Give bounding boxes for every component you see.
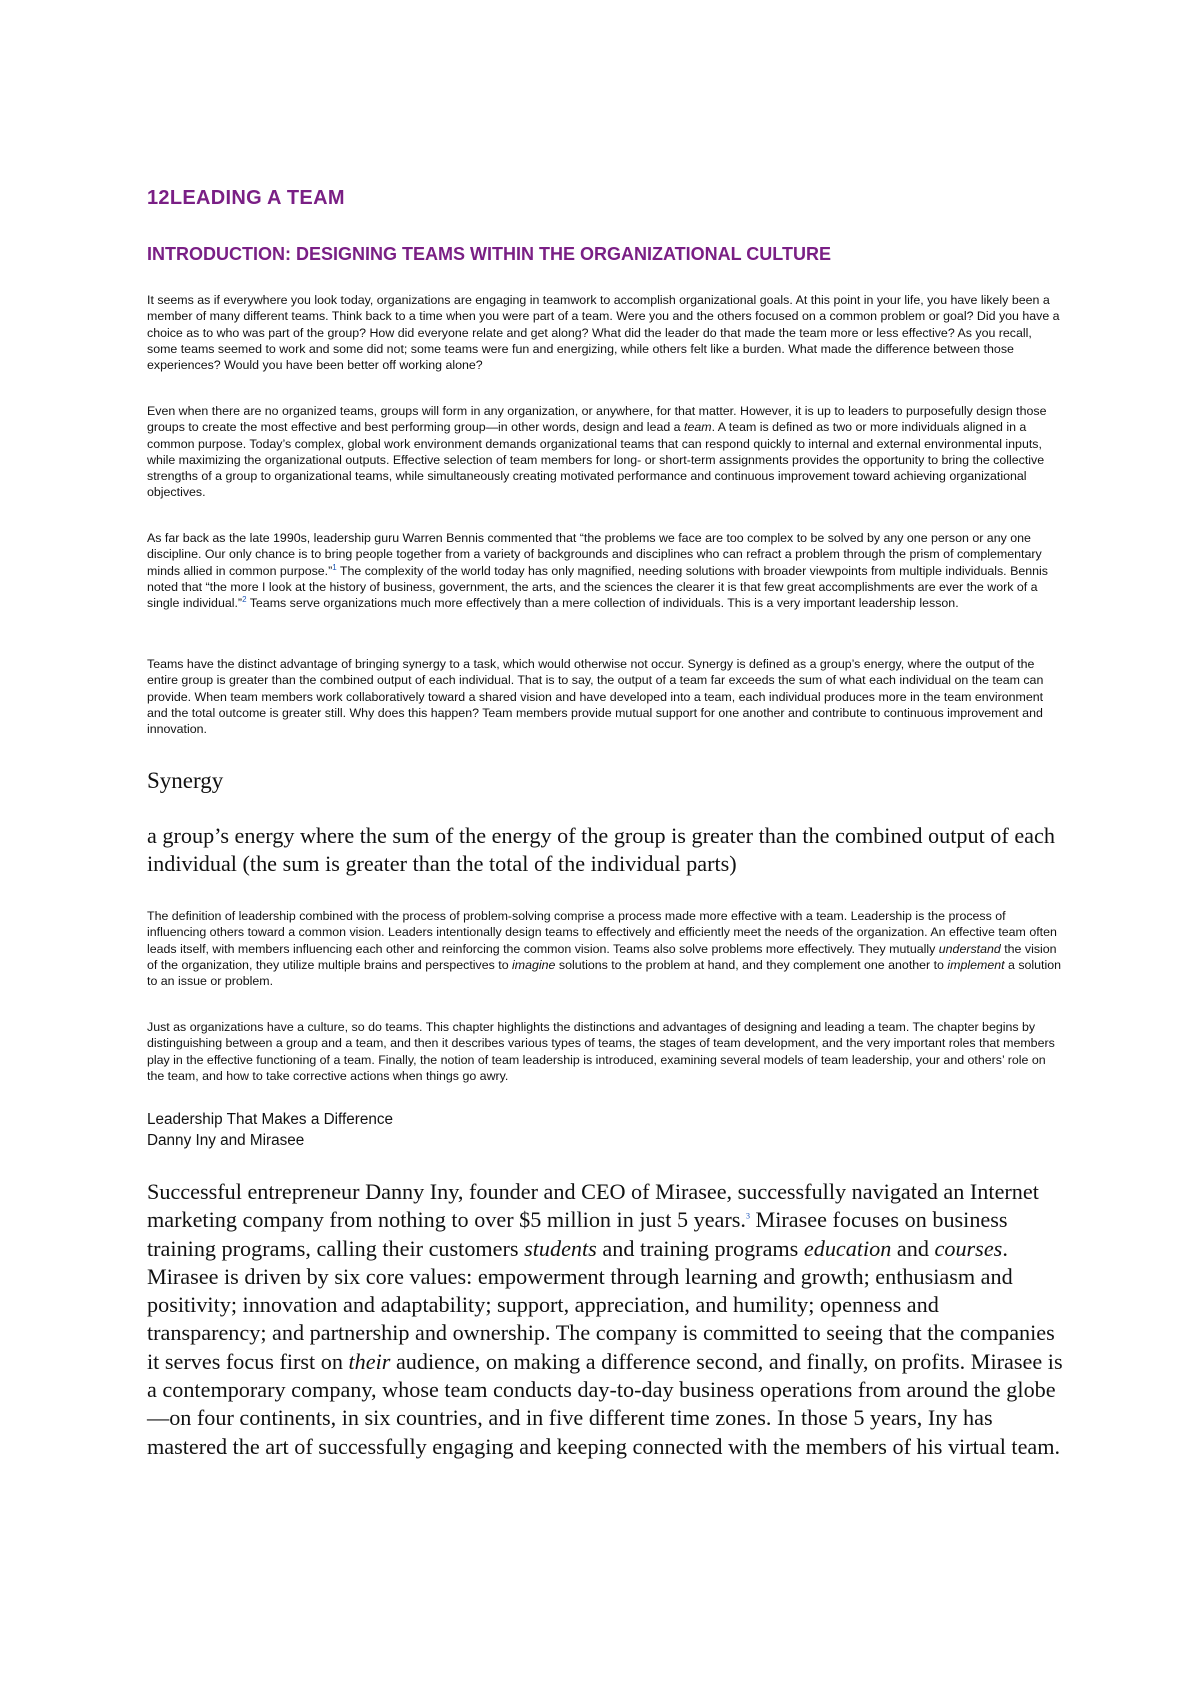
paragraph-text: the vision of the organization, they utilize multiple brains and perspectives to <box>147 941 1057 972</box>
feature-subtitle: Danny Iny and Mirasee <box>147 1132 305 1149</box>
feature-title: Leadership That Makes a Difference <box>147 1111 394 1128</box>
feature-text: and <box>891 1235 935 1261</box>
chapter-title: 12LEADING A TEAM <box>147 187 345 209</box>
footnote-link-2[interactable]: 2 <box>242 595 247 605</box>
feature-text: . Mirasee is driven by six core values: empowerment through learning and growth; enthusiasm and positivity; innovation and adaptability; support, appreciation, and humility; openness and transparency; and partnership and ownership. The company is committed to seeing that the companies it serves focus first on <box>147 1235 1055 1374</box>
footnote-link-3[interactable]: 3 <box>745 1211 750 1221</box>
paragraph-text: As far back as the late 1990s, leadership guru Warren Bennis commented that “the problems we face are too complex to be solved by any one person or any one discipline. Our only chance is to bring people together from a variety of backgrounds and disciplines who can refract a problem through the prism of complementary minds allied in common purpose.” <box>147 531 1042 578</box>
paragraph-text: Even when there are no organized teams, groups will form in any organization, or anywhere, for that matter. However, it is up to leaders to purposefully design those groups to create the most effective and best performing group—in other words, design and lead a <box>147 404 1047 435</box>
feature-text: and training programs <box>596 1235 804 1261</box>
emphasis-their: their <box>348 1348 391 1374</box>
paragraph-chapter-overview: Just as organizations have a culture, so do teams. This chapter highlights the distinctions and advantages of designing and leading a team. The chapter begins by distinguishing between a group and a team, and then it describes various types of teams, the stages of team development, and the very important roles that members play in the effective functioning of a team. Finally, the notion of team leadership is introduced, examining several models of team leadership, your and others’ role on the team, and how to take corrective actions when things go awry. <box>147 1020 1055 1083</box>
paragraph-synergy: Teams have the distinct advantage of bringing synergy to a task, which would otherwise not occur. Synergy is defined as a group’s energy, where the output of the entire group is greater than the combined output of each individual. That is to say, the output of a team far exceeds the sum of what each individual on the team can provide. When team members work collaboratively toward a shared vision and have developed into a team, each individual produces more in the team environment and the total outcome is greater still. Why does this happen? Team members provide mutual support for one another and contribute to continuous improvement and innovation. <box>147 657 1044 737</box>
footnote-link-1[interactable]: 1 <box>332 562 337 572</box>
feature-text: audience, on making a difference second, and finally, on profits. Mirasee is a contemporary company, whose team conducts day-to-day business operations from around the globe—on four continents, in six countries, and in five different time zones. In those 5 years, Iny has mastered the art of successfully engaging and keeping connected with the members of his virtual team. <box>147 1348 1063 1459</box>
paragraph-text: Teams serve organizations much more effectively than a mere collection of individuals. This is a very important leadership lesson. <box>246 596 959 611</box>
paragraph-leadership <box>147 908 1063 989</box>
emphasis-courses: courses <box>934 1235 1003 1261</box>
section-title: INTRODUCTION: DESIGNING TEAMS WITHIN THE ORGANIZATIONAL CULTURE <box>147 244 831 264</box>
emphasis-imagine: imagine <box>512 957 556 972</box>
emphasis-understand: understand <box>938 941 1001 956</box>
paragraph-text: The definition of leadership combined with the process of problem-solving comprise a process made more effective with a team. Leadership is the process of influencing others toward a common vision. Leaders intentionally design teams to effectively and efficiently meet the needs of the organization. An effective team often leads itself, with members influencing each other and reinforcing the common vision. Teams also solve problems more effectively. They mutually <box>147 909 1057 956</box>
paragraph-groups-vs-teams <box>147 403 1063 501</box>
feature-text: Mirasee focuses on business training programs, calling their customers <box>147 1207 1008 1261</box>
paragraph-text: The complexity of the world today has only magnified, needing solutions with broader viewpoints from multiple individuals. Bennis noted that “the more I look at the history of business, government, the arts, and the sciences the clearer it is that few great accomplishments are ever the work of a single individual.” <box>147 563 1048 611</box>
emphasis-students: students <box>524 1235 597 1261</box>
paragraph-text: solutions to the problem at hand, and they complement one another to <box>555 957 948 972</box>
emphasis-team: team <box>684 420 712 435</box>
paragraph-bennis <box>147 530 1063 611</box>
paragraph-intro: It seems as if everywhere you look today, organizations are engaging in teamwork to accomplish organizational goals. At this point in your life, you have likely been a member of many different teams. Think back to a time when you were part of a team. Were you and the others focused on a common problem or goal? Did you have a choice as to who was part of the group? How did everyone relate and get along? What did the leader do that made the team more or less effective? As you recall, some teams seemed to work and some did not; some teams were fun and energizing, while others felt like a burden. What made the difference between those experiences? Would you have been better off working alone? <box>147 293 1060 373</box>
key-term-definition: a group’s energy where the sum of the energy of the group is greater than the combined output of each individual (the sum is greater than the total of the individual parts) <box>147 823 1055 877</box>
paragraph-text: . A team is defined as two or more individuals aligned in a common purpose. Today’s complex, global work environment demands organizational teams that can respond quickly to internal and external environmental inputs, while maximizing the organizational outputs. Effective selection of team members for long- or short-term assignments provides the opportunity to bring the collective strengths of a group to organizational teams, while simultaneously creating motivated performance and continuous improvement toward achieving organizational objectives. <box>147 420 1045 500</box>
emphasis-implement: implement <box>947 957 1005 972</box>
feature-body <box>147 1178 1063 1461</box>
emphasis-education: education <box>803 1235 892 1261</box>
feature-text: Successful entrepreneur Danny Iny, founder and CEO of Mirasee, successfully navigated an Internet marketing company from nothing to over $5 million in just 5 years. <box>147 1179 1039 1233</box>
key-term-title: Synergy <box>147 768 224 793</box>
paragraph-text: a solution to an issue or problem. <box>147 957 1062 989</box>
